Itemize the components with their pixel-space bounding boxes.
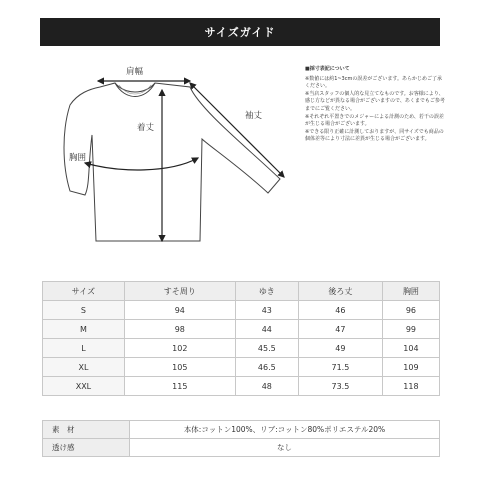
size-cell: XL xyxy=(43,358,125,377)
column-header: すそ周り xyxy=(124,282,235,301)
table-cell: 102 xyxy=(124,339,235,358)
notes-title: ■採寸表記について xyxy=(305,66,350,72)
table-row xyxy=(43,301,440,320)
column-header: ゆき xyxy=(235,282,298,301)
note-item: ※数値には約1~3cmの誤差がございます。あらかじめご了承ください。 xyxy=(305,75,442,90)
material-table xyxy=(42,420,440,457)
transparency-value: なし xyxy=(130,439,440,457)
material-label: 素 材 xyxy=(43,421,130,439)
table-row xyxy=(43,320,440,339)
measurement-notes xyxy=(305,66,445,144)
table-cell: 46.5 xyxy=(235,358,298,377)
table-cell: 115 xyxy=(124,377,235,396)
table-cell: 47 xyxy=(298,320,382,339)
table-cell: 99 xyxy=(382,320,439,339)
table-cell: 94 xyxy=(124,301,235,320)
size-cell: L xyxy=(43,339,125,358)
sleeve-label: 袖丈 xyxy=(245,111,263,121)
size-cell: XXL xyxy=(43,377,125,396)
size-cell: M xyxy=(43,320,125,339)
size-guide-header xyxy=(40,18,440,46)
column-header: 胸囲 xyxy=(382,282,439,301)
column-header: 後ろ丈 xyxy=(298,282,382,301)
material-value: 本体:コットン100%、リブ:コットン80%ポリエステル20% xyxy=(130,421,440,439)
note-item: ※できる限り正確に計測しておりますが、同サイズでも商品の個体差等により寸法に差異が生じる場合がございます。 xyxy=(305,128,444,143)
transparency-label: 透け感 xyxy=(43,439,130,457)
size-cell: S xyxy=(43,301,125,320)
table-cell: 96 xyxy=(382,301,439,320)
table-row xyxy=(43,377,440,396)
table-cell: 45.5 xyxy=(235,339,298,358)
note-item: ※それぞれ平置きでのメジャーによる計測のため、若干の誤差が生じる場合がございます。 xyxy=(305,113,444,128)
table-cell: 98 xyxy=(124,320,235,339)
table-cell: 43 xyxy=(235,301,298,320)
table-cell: 48 xyxy=(235,377,298,396)
shirt-outline xyxy=(64,83,280,241)
column-header: サイズ xyxy=(43,282,125,301)
table-cell: 104 xyxy=(382,339,439,358)
note-item: ※当店スタッフの個人的な見立てなものです。お客様により、感じ方などが異なる場合がございますので、あくまでもご参考までにご覧ください。 xyxy=(305,90,445,112)
shoulder-label: 肩幅 xyxy=(126,67,144,77)
shirt-diagram xyxy=(40,55,300,255)
table-cell: 118 xyxy=(382,377,439,396)
table-cell: 71.5 xyxy=(298,358,382,377)
table-row xyxy=(43,358,440,377)
page-title: サイズガイド xyxy=(204,26,276,39)
table-row xyxy=(43,339,440,358)
table-cell: 46 xyxy=(298,301,382,320)
table-cell: 49 xyxy=(298,339,382,358)
table-cell: 44 xyxy=(235,320,298,339)
chest-label: 胸囲 xyxy=(69,153,87,163)
material-row xyxy=(43,421,440,439)
table-cell: 105 xyxy=(124,358,235,377)
table-cell: 109 xyxy=(382,358,439,377)
size-table-header-row xyxy=(43,282,440,301)
table-cell: 73.5 xyxy=(298,377,382,396)
length-label: 着丈 xyxy=(137,123,155,133)
size-table xyxy=(42,281,440,396)
transparency-row xyxy=(43,439,440,457)
